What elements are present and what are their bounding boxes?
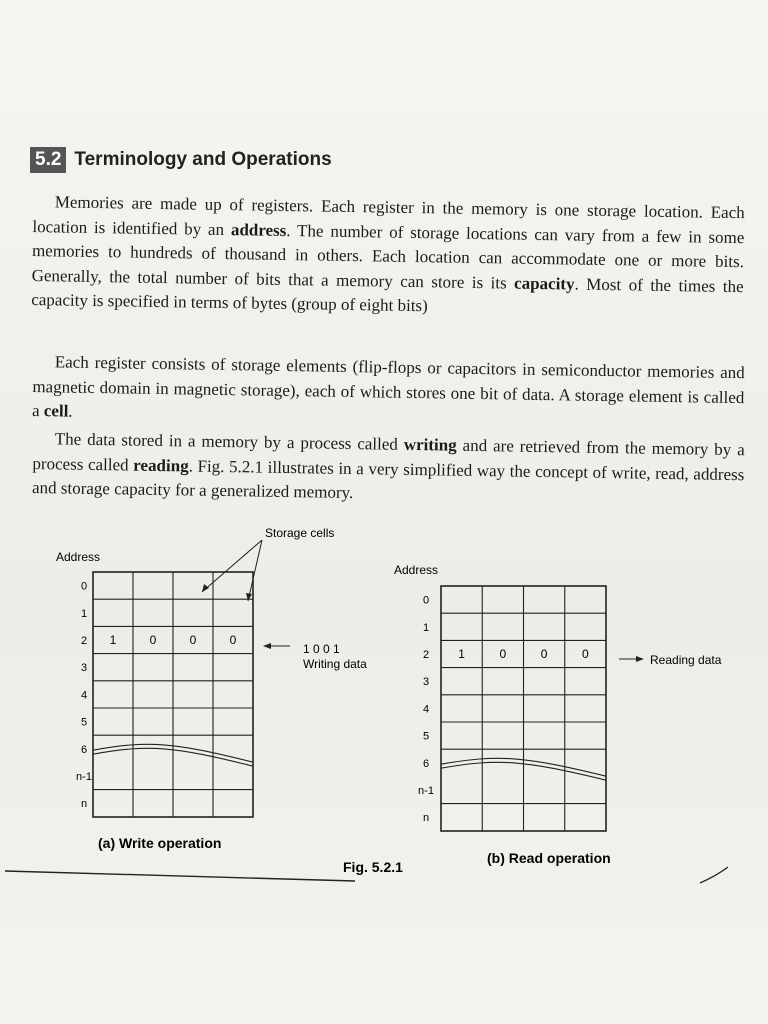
address-label: 2 — [80, 635, 88, 647]
text-run: The data stored in a memory by a process called — [54, 429, 404, 454]
address-label: 5 — [422, 730, 430, 743]
section-title: Terminology and Operations — [74, 149, 332, 170]
cell-bit: 0 — [582, 647, 589, 661]
section-number: 5.2 — [30, 147, 66, 173]
cell-bit: 0 — [229, 633, 237, 647]
text-run: Memories are made up of registers. Each register in the memory is one storage location. Each location is identified by an — [32, 192, 745, 239]
address-label: 6 — [80, 743, 88, 756]
address-label: 0 — [422, 594, 430, 607]
write-memory-grid — [93, 572, 253, 817]
address-label: 4 — [80, 689, 88, 702]
storage-cells-label: Storage cells — [265, 526, 335, 540]
cell-bit: 1 — [458, 647, 465, 661]
address-label: 3 — [422, 676, 430, 689]
cell-bit: 1 — [109, 633, 117, 647]
bold-term: cell — [43, 401, 69, 421]
read-caption: (b) Read operation — [487, 850, 611, 866]
storage-cells-arrow-2 — [248, 540, 262, 601]
read-address-label: Address — [394, 563, 439, 577]
write-address-list — [76, 581, 92, 811]
write-memory-diagram — [56, 550, 367, 851]
cell-bit: 0 — [499, 647, 507, 661]
text-run: and are retrieved from the memory by a process called — [32, 435, 745, 475]
address-label: n-1 — [76, 771, 92, 783]
write-arrowhead — [263, 643, 271, 649]
address-label: 3 — [80, 662, 88, 675]
address-label: 6 — [422, 757, 430, 770]
address-label: 5 — [80, 716, 88, 729]
text-run: Each register consists of storage elements (flip-flops or capacitors in semiconductor memories and magnetic domain in magnetic storage), each of which stores one bit of data. A storage element is called a — [31, 352, 745, 421]
write-data-label: Writing data — [303, 657, 367, 671]
read-arrowhead — [636, 656, 644, 662]
read-data-label: Reading data — [650, 653, 722, 667]
write-caption: (a) Write operation — [98, 835, 222, 851]
cell-bit: 0 — [149, 633, 157, 647]
bold-term: capacity — [513, 273, 575, 294]
cell-bit: 0 — [189, 633, 197, 647]
address-label: n-1 — [418, 785, 434, 797]
bold-term: reading — [133, 455, 189, 475]
bottom-rule-right — [700, 867, 728, 883]
write-bits-label: 1 0 0 1 — [303, 642, 340, 656]
text-run: . Fig. 5.2.1 illustrates in a very simplified way the concept of write, read, address and storage capacity for a generalized memory. — [31, 455, 745, 503]
bottom-rule-left — [5, 871, 355, 881]
address-label: 2 — [422, 649, 430, 661]
storage-cells-arrowhead-1 — [202, 584, 209, 592]
text-run: . The number of storage locations can vary from a few in some memories to hundreds of thousand in others. Each location can accommodate one or more bits. Generally, the total number of bits that a memory can store is its — [31, 220, 745, 293]
cell-bit: 0 — [540, 647, 548, 661]
address-label: 1 — [422, 621, 430, 634]
address-label: 4 — [422, 703, 430, 716]
address-label: n — [422, 812, 430, 825]
storage-cells-arrowhead-2 — [246, 593, 252, 601]
read-memory-grid — [441, 586, 606, 831]
bold-term: writing — [403, 434, 457, 455]
bold-term: address — [230, 219, 287, 240]
address-label: 1 — [80, 607, 88, 620]
read-address-list — [418, 595, 434, 825]
text-run: . Most of the times the capacity is specified in terms of bytes (group of eight bits) — [31, 274, 744, 316]
read-memory-diagram — [394, 563, 722, 866]
address-label: n — [80, 798, 88, 811]
write-address-label: Address — [56, 550, 101, 564]
text-run: . — [68, 401, 73, 421]
address-label: 0 — [80, 580, 88, 593]
figure-number: Fig. 5.2.1 — [343, 859, 403, 875]
